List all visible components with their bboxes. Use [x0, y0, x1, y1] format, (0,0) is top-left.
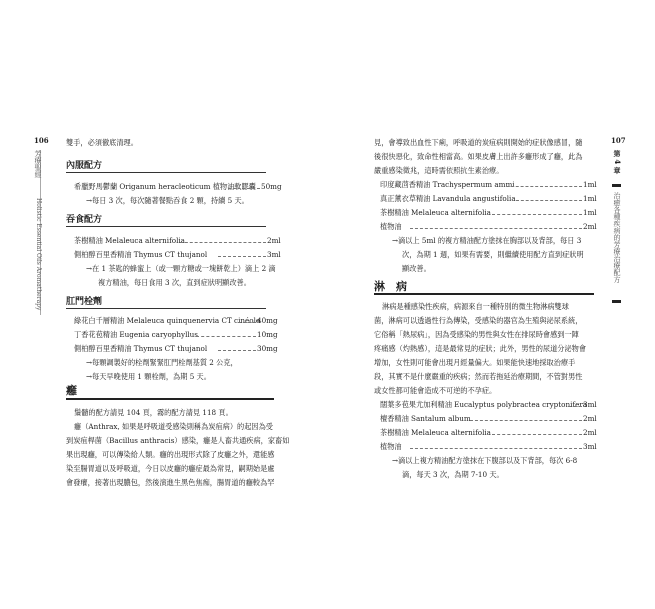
recipe-amount: 10mg [257, 330, 278, 339]
intro-line: 雙手，必須徹底清理。 [66, 138, 138, 147]
recipe-instruction: 顯改善。 [402, 264, 431, 273]
recipe-line: 茶樹精油 Melaleuca alternifolia [380, 208, 491, 217]
paragraph-line: 鬚髓的配方請見 104 頁，霧的配方請見 118 頁。 [74, 408, 233, 417]
recipe-amount: 3ml [267, 250, 281, 259]
paragraph-line: 段，其實不是什麼嚴重的疾病；然而若拖延治療期間，不管對男性 [374, 372, 583, 381]
recipe-amount: 2ml [267, 236, 281, 245]
recipe-amount: 1ml [583, 208, 597, 217]
section-title: 吞食配方 [66, 215, 103, 225]
recipe-amount: 40mg [257, 316, 278, 325]
recipe-line: 印度藏茴香精油 Trachyspermum ammi [380, 180, 515, 189]
recipe-amount: 2ml [583, 428, 597, 437]
paragraph-line: 後很快惡化，致命性相當高。如果皮膚上出許多癰形成了癰，此為 [374, 152, 583, 161]
section-title: 內服配方 [66, 161, 103, 171]
recipe-instruction: 滴，每天 3 次，為期 7-10 天。 [402, 470, 504, 479]
paragraph-line: 會發癢，接著出現膿包，然後演進生黑色焦痂，腸胃道的癰較為罕 [66, 478, 275, 487]
paragraph-line: 染至腸胃道以及呼吸道，今日以皮癰的癰症最為常見，嗣期始是處 [66, 464, 275, 473]
left-margin-subtitle: Holistic Essential Oils Aromatherapy [35, 198, 42, 311]
leader-dots [228, 188, 260, 189]
recipe-line: 丁香花苞精油 Eugenia caryophyllus [74, 330, 198, 339]
recipe-amount: 1ml [583, 180, 597, 189]
leader-dots [470, 420, 582, 421]
paragraph-line: 或女性都可能會造成不可逆的不孕症。 [374, 386, 497, 395]
right-margin-title: 治癒各種疾病的芳療治療配方 [613, 192, 621, 283]
leader-dots [196, 336, 256, 337]
paragraph-line: 增加，女性則可能會出現月經量偏大。如果能快速地採取治療手 [374, 358, 576, 367]
chapter-label: 第 4 章 [613, 150, 622, 174]
page-number-right: 107 [611, 136, 626, 145]
left-margin-title: 芳療聖經 [34, 150, 42, 178]
section-rule [66, 172, 266, 173]
paragraph-line: 菌，淋病可以透過性行為傳染，受感染的器官為生殖與泌尿系統， [374, 316, 583, 325]
leader-dots [238, 322, 256, 323]
paragraph-line: 果出現癰，可以傳染給人類。癰的出現形式除了皮癰之外，還能感 [66, 450, 275, 459]
recipe-amount: 3ml [583, 400, 597, 409]
recipe-amount: 30mg [257, 344, 278, 353]
recipe-line: 茶樹精油 Melaleuca alternifolia [74, 236, 185, 245]
leader-dots [218, 256, 266, 257]
section-rule [374, 293, 594, 295]
recipe-line: 植物油 [380, 442, 402, 451]
section-rule [66, 308, 266, 309]
page-number-left: 106 [34, 136, 49, 145]
chapter-marker [612, 184, 621, 187]
leader-dots [218, 350, 256, 351]
leader-dots [180, 242, 266, 243]
recipe-amount: 2ml [583, 222, 597, 231]
recipe-line: 植物油 [380, 222, 402, 231]
section-rule [66, 226, 266, 227]
recipe-line: 綠花白千層精油 Melaleuca quinquenervia CT cinéole [74, 316, 261, 325]
recipe-line: 側柏醇百里香精油 Thymus CT thujanol [74, 344, 208, 353]
recipe-line: 闊葉多苞果尤加利精油 Eucalyptus polybractea cryptonifera [380, 400, 588, 409]
recipe-instruction: 次，為期 1 週，如果有需要，則繼續使用配方直到症狀明 [402, 250, 584, 259]
recipe-line: 真正薰衣草精油 Lavandula angustifolia [380, 194, 516, 203]
recipe-instruction: 複方精油，每日食用 3 次，直到症狀明顯改善。 [98, 278, 251, 287]
paragraph-line: 嚴重感染徵兆，這時需依照抗生素治療。 [374, 166, 504, 175]
leader-dots [410, 448, 582, 449]
section-title: 淋 病 [374, 280, 407, 293]
paragraph-line: 到炭疽桿菌（Bacillus anthracis）感染，癰是人畜共通疾病，家畜如 [66, 436, 290, 445]
recipe-amount: 1ml [583, 194, 597, 203]
recipe-amount: 50mg [261, 182, 282, 191]
leader-dots [516, 200, 582, 201]
section-title: 癰 [66, 384, 77, 397]
paragraph-line: 它俗稱「熱尿病」，因為受感染的男性與女性在排尿時會感到一陣 [374, 330, 579, 339]
section-rule [66, 398, 274, 400]
paragraph-line: 癰（Anthrax, 如果是呼吸道受感染則稱為炭疽病）的起因為受 [74, 422, 273, 431]
leader-dots [492, 214, 582, 215]
recipe-instruction: →在 1 茶匙的蜂蜜上（或一顆方糖或一塊餅乾上）滴上 2 滴 [86, 264, 276, 273]
leader-dots [506, 186, 582, 187]
recipe-instruction: →每天早晚使用 1 顆栓劑，為期 5 天。 [86, 372, 211, 381]
section-title: 肛門栓劑 [66, 297, 103, 307]
recipe-line: 檀香精油 Santalum album [380, 414, 471, 423]
recipe-amount: 3ml [583, 442, 597, 451]
recipe-amount: 2ml [583, 414, 597, 423]
recipe-instruction: →滴以上 5ml 的複方精油配方塗抹在胸部以及背部，每日 3 [392, 236, 582, 245]
chapter-marker [612, 300, 621, 303]
paragraph-line: 淋病是種感染性疾病，病源來自一種特別的微生物淋病雙球 [382, 302, 569, 311]
recipe-instruction: →滴以上複方精油配方塗抹在下腹部以及下背部，每次 6-8 [392, 456, 578, 465]
leader-dots [410, 228, 582, 229]
recipe-instruction: →每顆調製好的栓劑緊緊肛門栓劑基質 2 公克， [86, 358, 238, 367]
recipe-line: 茶樹精油 Melaleuca alternifolia [380, 428, 491, 437]
recipe-line: 側柏醇百里香精油 Thymus CT thujanol [74, 250, 208, 259]
paragraph-line: 疼痛感（灼熱感），這是最常見的症狀；此外，男性的尿道分泌物會 [374, 344, 587, 353]
recipe-instruction: →每日 3 次，每次隨著餐點吞食 2 顆，持續 5 天。 [86, 196, 249, 205]
leader-dots [492, 434, 582, 435]
paragraph-line: 見，會導致出血性下痢，呼吸道的炭疽病則開始的症狀像感冒，隨 [374, 138, 583, 147]
leader-dots [568, 406, 582, 407]
recipe-line: 希臘野馬鬱蘭 Origanum heracleoticum 植物油軟膠囊 [74, 182, 256, 191]
